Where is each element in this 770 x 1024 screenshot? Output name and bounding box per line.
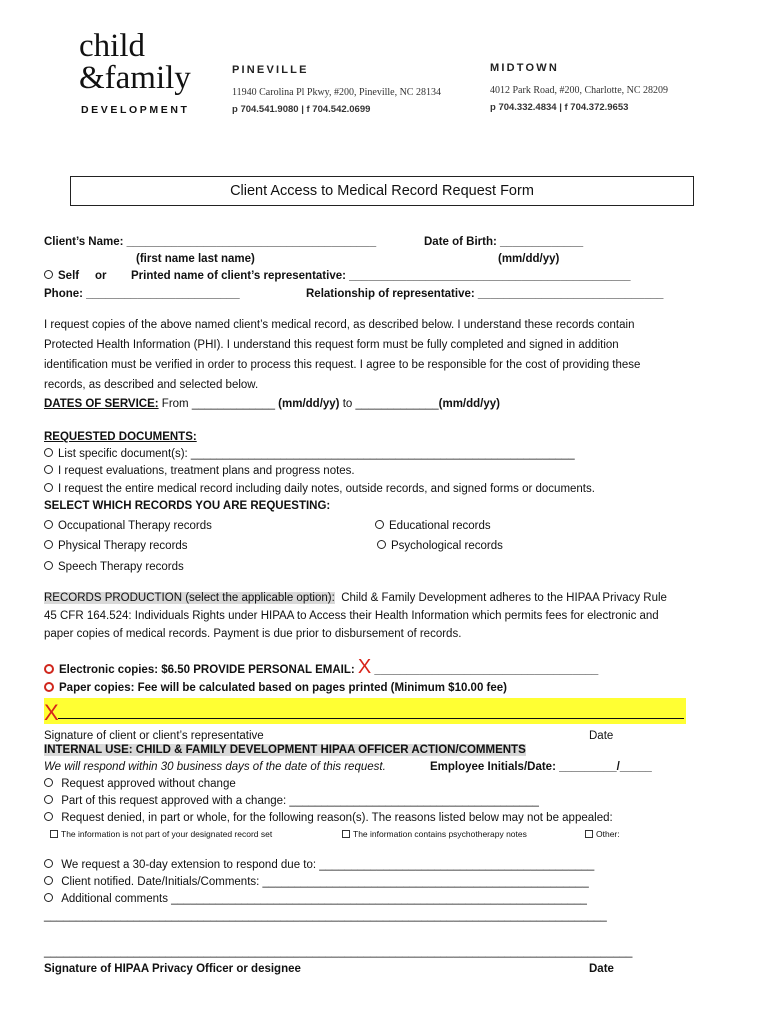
records-production-label: RECORDS PRODUCTION (select the applicable option): xyxy=(44,592,335,604)
form-title xyxy=(70,176,694,206)
radio-icon xyxy=(44,893,53,902)
signature-date-label: Date xyxy=(589,730,614,742)
select-records-heading: SELECT WHICH RECORDS YOU ARE REQUESTING: xyxy=(44,500,331,512)
radio-icon xyxy=(44,465,53,474)
internal-option-label: Request denied, in part or whole, for the following reason(s). The reasons listed below may not be appealed: xyxy=(61,812,613,824)
location-phone-midtown: p 704.332.4834 | f 704.372.9653 xyxy=(490,102,629,113)
intro-line-1: I request copies of the above named client’s medical record, as described below. I understand these records contain xyxy=(44,319,635,331)
x-mark-icon: X xyxy=(357,656,372,678)
internal-response-note: We will respond within 30 business days of the date of this request. xyxy=(44,761,386,773)
extension-label: We request a 30-day extension to respond due to: ___________________________________________ xyxy=(61,859,595,871)
signature-label: Signature of client or client’s representative xyxy=(44,730,264,742)
to-date-format: (mm/dd/yy) xyxy=(438,398,500,410)
date-of-birth-field[interactable]: Date of Birth: _____________ xyxy=(424,236,584,248)
record-option-label: Educational records xyxy=(389,520,491,532)
internal-option-label: Part of this request approved with a change: _______________________________________ xyxy=(61,795,539,807)
extension-field[interactable] xyxy=(44,859,594,871)
document-option-label: I request the entire medical record including daily notes, outside records, and signed forms or documents. xyxy=(58,483,595,495)
radio-icon xyxy=(44,795,53,804)
records-production-line-2: 45 CFR 164.524: Individuals Rights under HIPAA to Access their Health Information which permits fees for electronic and xyxy=(44,610,659,622)
records-production-line-3: paper copies of medical records. Payment is due prior to disbursement of records. xyxy=(44,628,462,640)
record-option-label: Physical Therapy records xyxy=(58,540,188,552)
dates-of-service-row xyxy=(44,398,500,410)
radio-icon xyxy=(44,876,53,885)
record-option-label: Occupational Therapy records xyxy=(58,520,212,532)
reason-not-in-record-set[interactable] xyxy=(50,829,272,839)
reason-psychotherapy-notes[interactable] xyxy=(342,829,527,839)
document-option-label: I request evaluations, treatment plans and progress notes. xyxy=(58,465,355,477)
selected-radio-icon xyxy=(44,682,54,692)
document-option-evaluations[interactable] xyxy=(44,465,355,477)
internal-option-denied[interactable] xyxy=(44,812,613,824)
document-option-label: List specific document(s): ____________________________________________________________ xyxy=(58,448,575,460)
relationship-field[interactable]: Relationship of representative: _____________________________ xyxy=(306,288,664,300)
from-date-format: (mm/dd/yy) xyxy=(278,398,340,410)
document-option-entire-record[interactable] xyxy=(44,483,595,495)
comments-blank-line[interactable]: ________________________________________________________________________________________ xyxy=(44,910,607,922)
intro-line-4: records, as described and selected below. xyxy=(44,379,259,391)
checkbox-icon xyxy=(342,830,350,838)
location-address-pineville: 11940 Carolina Pl Pkwy, #200, Pineville, NC 28134 xyxy=(232,87,441,98)
record-option-educational[interactable] xyxy=(375,520,491,532)
or-label: or xyxy=(95,270,107,282)
logo-text-child: child xyxy=(79,28,145,64)
radio-icon xyxy=(377,540,386,549)
location-name-midtown: MIDTOWN xyxy=(490,62,559,74)
additional-comments-label: Additional comments _________________________________________________________________ xyxy=(61,893,587,905)
internal-use-heading: INTERNAL USE: CHILD & FAMILY DEVELOPMENT HIPAA OFFICER ACTION/COMMENTS xyxy=(44,744,526,756)
to-date-field[interactable]: to _____________ xyxy=(342,398,439,410)
radio-icon xyxy=(44,520,53,529)
client-notified-label: Client notified. Date/Initials/Comments: ___________________________________________________ xyxy=(61,876,589,888)
from-date-field[interactable]: From _____________ xyxy=(161,398,275,410)
radio-icon xyxy=(44,540,53,549)
record-option-speech[interactable] xyxy=(44,561,184,573)
checkbox-icon xyxy=(50,830,58,838)
radio-icon xyxy=(44,859,53,868)
internal-option-approved[interactable] xyxy=(44,778,236,790)
internal-option-label: Request approved without change xyxy=(61,778,236,790)
officer-signature-line[interactable]: ____________________________________________________________________________________________ xyxy=(44,946,633,958)
location-address-midtown: 4012 Park Road, #200, Charlotte, NC 28209 xyxy=(490,85,669,96)
reason-label: The information is not part of your designated record set xyxy=(61,829,273,839)
radio-icon xyxy=(375,520,384,529)
self-label: Self xyxy=(58,270,80,282)
logo-text-development: DEVELOPMENT xyxy=(81,104,190,116)
reason-label: Other: xyxy=(596,829,620,839)
record-option-occupational[interactable] xyxy=(44,520,212,532)
location-phone-pineville: p 704.541.9080 | f 704.542.0699 xyxy=(232,104,371,115)
record-option-label: Speech Therapy records xyxy=(58,561,184,573)
radio-icon xyxy=(44,270,53,279)
client-name-field[interactable]: Client’s Name: _______________________________________ xyxy=(44,236,377,248)
radio-icon xyxy=(44,812,53,821)
employee-initials-field[interactable] xyxy=(430,761,652,773)
radio-icon xyxy=(44,561,53,570)
name-hint: (first name last name) xyxy=(136,253,255,265)
intro-line-3: identification must be verified in order to process this request. I agree to be responsible for the cost of providing these xyxy=(44,359,641,371)
record-option-psychological[interactable] xyxy=(377,540,503,552)
dates-of-service-label: DATES OF SERVICE: xyxy=(44,398,159,410)
location-name-pineville: PINEVILLE xyxy=(232,64,309,76)
signature-line xyxy=(58,718,684,719)
reason-label: The information contains psychotherapy notes xyxy=(353,829,527,839)
intro-line-2: Protected Health Information (PHI). I understand this request form must be fully completed and signed in addition xyxy=(44,339,619,351)
radio-icon xyxy=(44,778,53,787)
officer-date-label: Date xyxy=(589,963,614,975)
representative-name-field[interactable]: Printed name of client’s representative: ____________________________________________ xyxy=(131,270,631,282)
paper-copies-option[interactable] xyxy=(44,682,507,694)
paper-copies-label: Paper copies: Fee will be calculated based on pages printed (Minimum $10.00 fee) xyxy=(59,682,507,694)
dob-hint: (mm/dd/yy) xyxy=(498,253,560,265)
record-option-physical[interactable] xyxy=(44,540,188,552)
records-production-line-1 xyxy=(44,592,667,604)
selected-radio-icon xyxy=(44,664,54,674)
record-option-label: Psychological records xyxy=(391,540,503,552)
logo-text-family: &family xyxy=(79,60,191,96)
self-option[interactable] xyxy=(44,270,79,282)
signature-highlight[interactable] xyxy=(44,698,686,724)
electronic-copies-option[interactable] xyxy=(44,656,598,679)
radio-icon xyxy=(44,448,53,457)
radio-icon xyxy=(44,483,53,492)
checkbox-icon xyxy=(585,830,593,838)
form-title-text: Client Access to Medical Record Request Form xyxy=(230,183,534,199)
phone-field[interactable]: Phone: ________________________ xyxy=(44,288,240,300)
personal-email-field[interactable]: ___________________________________ xyxy=(374,664,599,676)
requested-documents-heading: REQUESTED DOCUMENTS: xyxy=(44,431,197,443)
client-notified-field[interactable] xyxy=(44,876,589,888)
reason-other[interactable] xyxy=(585,829,620,839)
officer-signature-label: Signature of HIPAA Privacy Officer or designee xyxy=(44,963,301,975)
internal-option-partial[interactable] xyxy=(44,795,539,807)
records-production-text: Child & Family Development adheres to the HIPAA Privacy Rule xyxy=(341,592,667,604)
additional-comments-field[interactable] xyxy=(44,893,587,905)
electronic-copies-label: Electronic copies: $6.50 PROVIDE PERSONAL EMAIL: xyxy=(59,664,355,676)
signature-x-mark-icon: X xyxy=(44,700,59,725)
document-option-specific[interactable] xyxy=(44,448,575,460)
employee-initials-label: Employee Initials/Date: _________/_____ xyxy=(430,761,652,773)
